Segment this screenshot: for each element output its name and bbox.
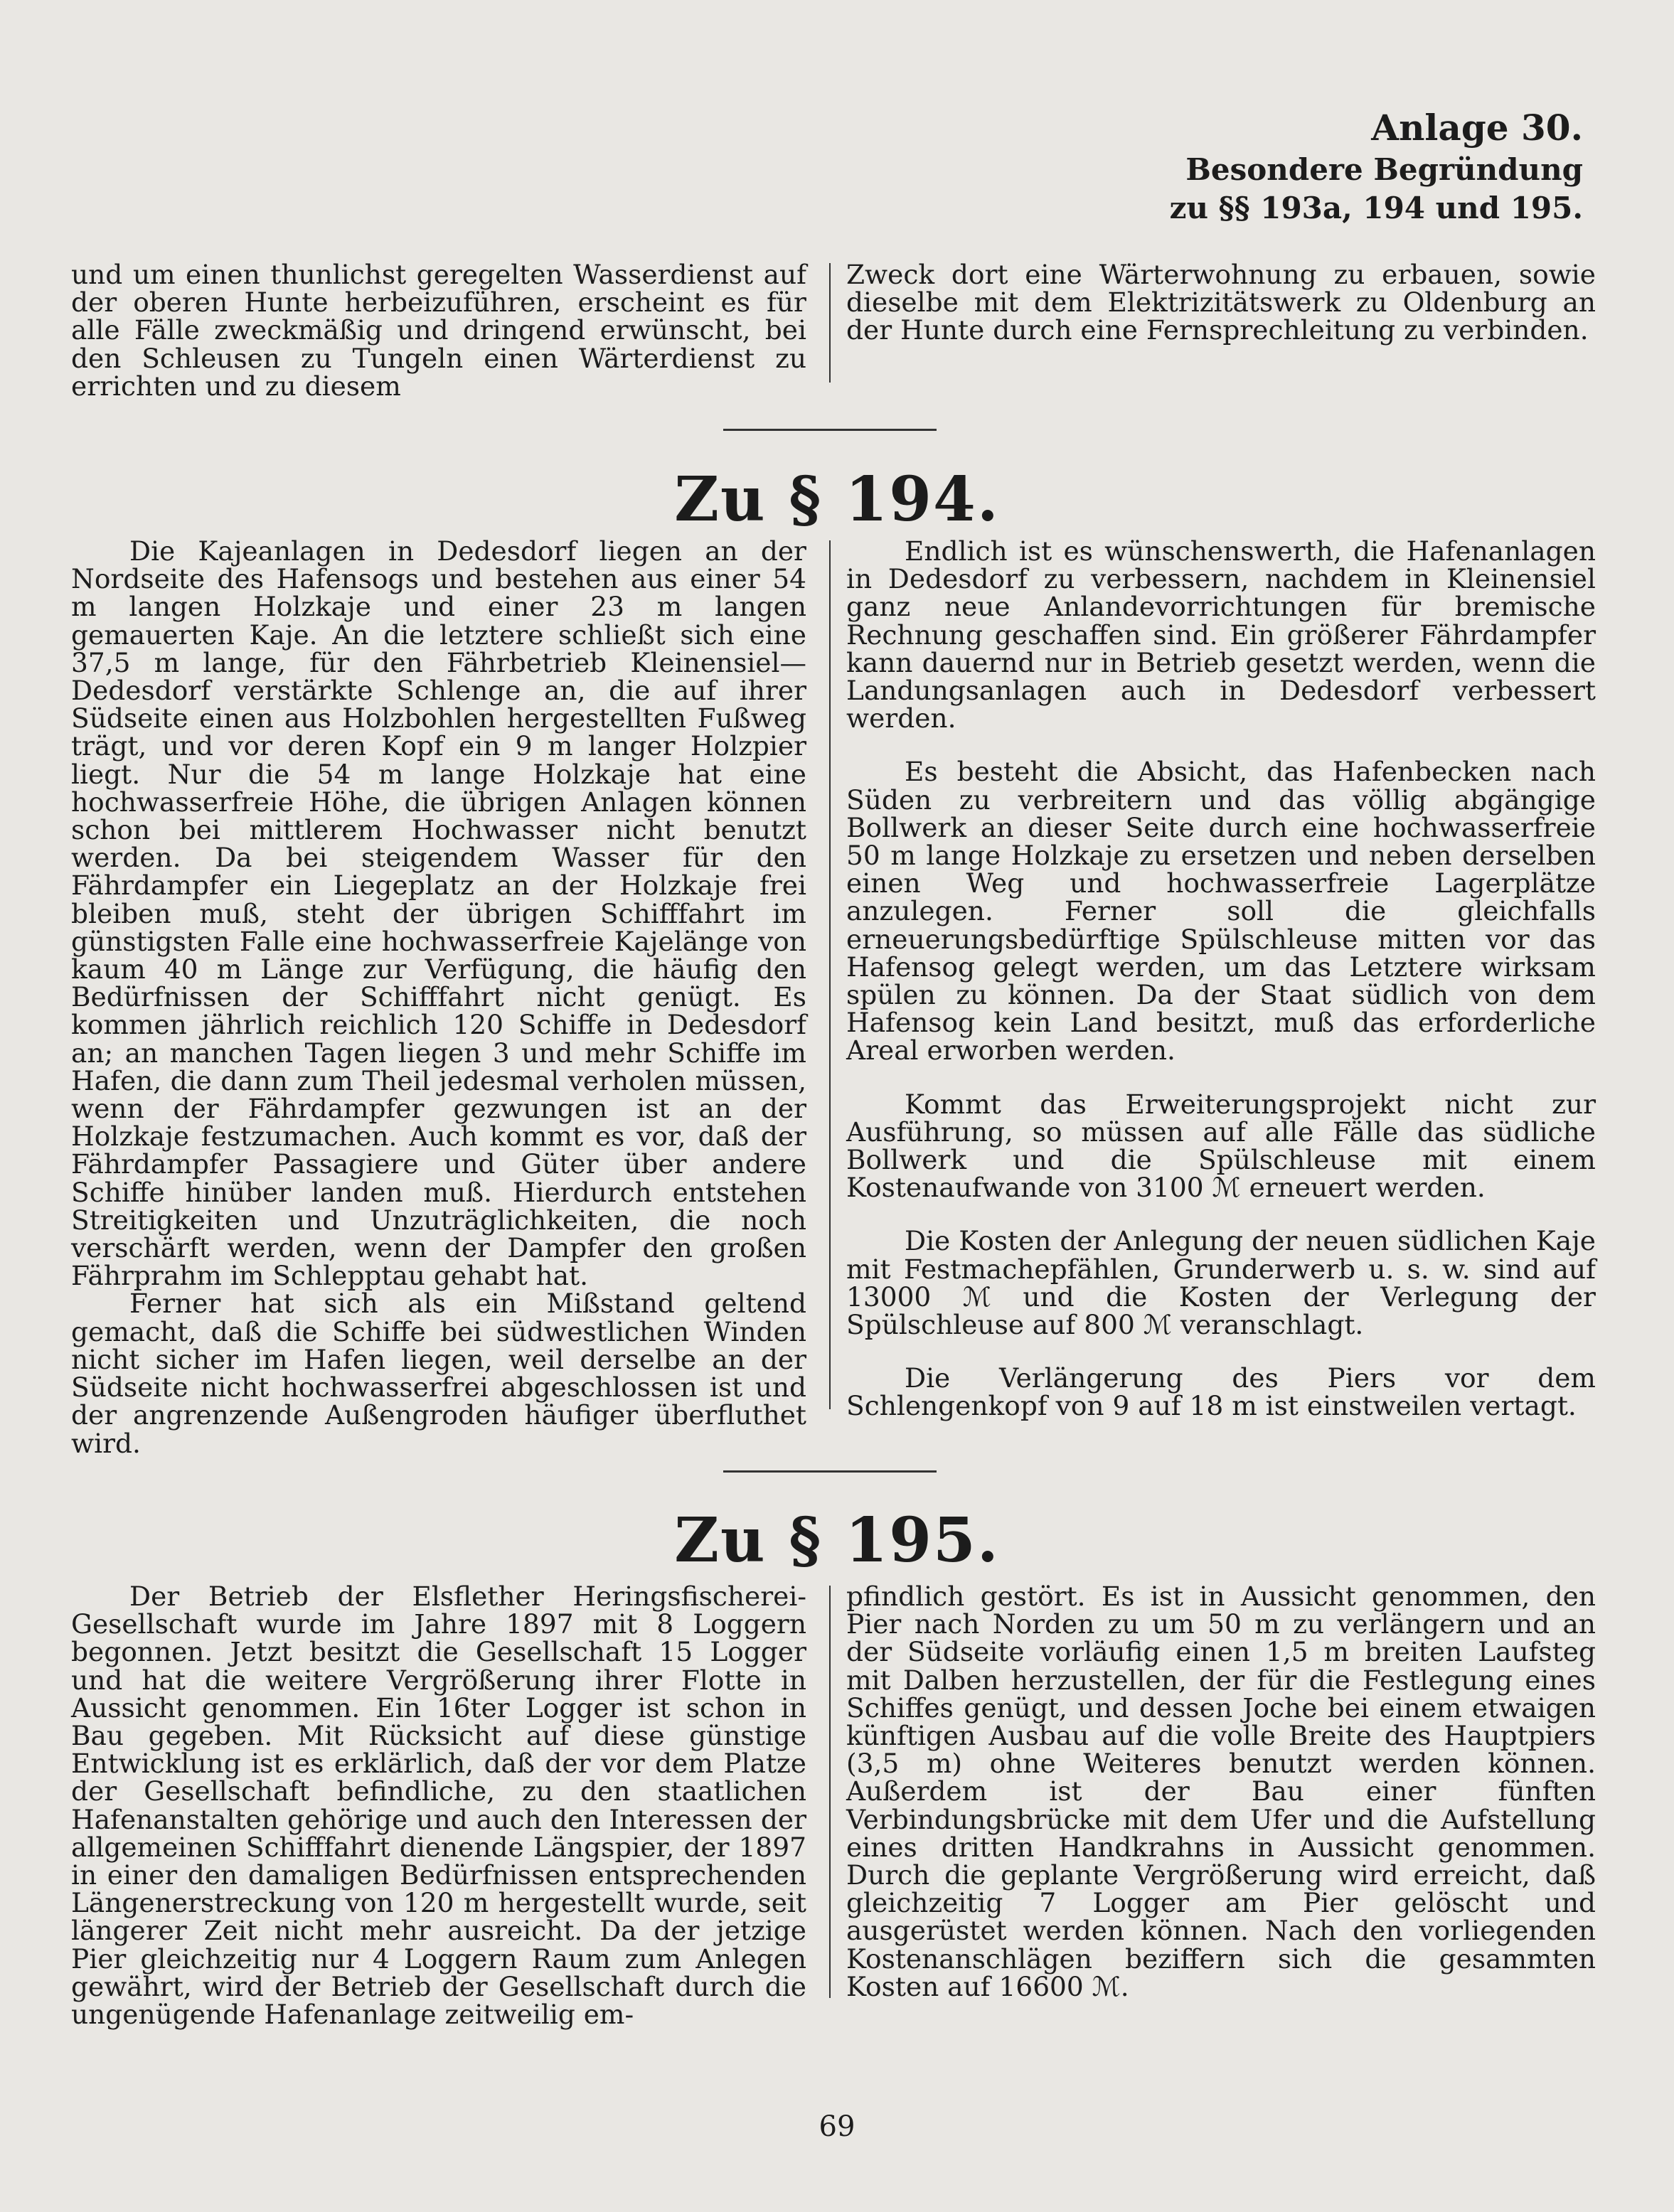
section-195-right-paragraph: pfindlich gestört. Es ist in Aussicht genommen, den Pier nach Norden zu um 50 m zu verlängern und an der Südseite vorläufig einen 1,5 m breiten Laufsteg mit Dalben herzustellen, der für die Festlegung eines Schiffes genügt, und dessen Joche bei einem etwaigen künftigen Ausbau auf die volle Breite des Hauptpiers (3,5 m) ohne Weiteres benutzt werden können. Außerdem ist der Bau einer fünften Verbindungsbrücke mit dem Ufer und die Aufstellung eines dritten Handkrahns in Aussicht genommen. Durch die geplante Vergrößerung wird erreicht, daß gleichzeitig 7 Logger am Pier gelöscht und ausgerüstet werden können. Nach den vorliegenden Kostenanschlägen beziffern sich die gesammten Kosten auf 16600 ℳ. — [846, 1581, 1596, 2002]
section-195-left-column — [71, 1583, 806, 2029]
intro-right-column — [846, 261, 1596, 345]
section-195-left-paragraph: Der Betrieb der Elsflether Heringsfischerei-Gesellschaft wurde im Jahre 1897 mit 8 Loggern begonnen. Jetzt besitzt die Gesellschaft 15 Logger und hat die weitere Vergrößerung ihrer Flotte in Aussicht genommen. Ein 16ter Logger ist schon in Bau gegeben. Mit Rücksicht auf diese günstige Entwicklung ist es erklärlich, daß der vor dem Platze der Gesellschaft befindliche, zu den staatlichen Hafenanstalten gehörige und auch den Interessen der allgemeinen Schifffahrt dienende Längspier, der 1897 in einer den damaligen Bedürfnissen entsprechenden Längenerstreckung von 120 m hergestellt wurde, seit längerer Zeit nicht mehr ausreicht. Da der jetzige Pier gleichzeitig nur 4 Loggern Raum zum Anlegen gewährt, wird der Betrieb der Gesellschaft durch die ungenügende Hafenanlage zeitweilig em- — [71, 1581, 806, 2031]
annex-title: Besondere Begründung — [1185, 152, 1583, 187]
section-194-right-paragraph: Kommt das Erweiterungsprojekt nicht zur Ausführung, so müssen auf alle Fälle das südliche Bollwerk und die Spülschleuse mit einem Kostenaufwande von 3100 ℳ erneuert werden. — [846, 1088, 1596, 1204]
annex-number: Anlage 30. — [1371, 107, 1583, 149]
annex-subtitle: zu §§ 193a, 194 und 195. — [1169, 190, 1583, 225]
section-195-heading: Zu § 195. — [674, 1505, 1000, 1576]
section-194-left-paragraph: Ferner hat sich als ein Mißstand geltend gemacht, daß die Schiffe bei südwestlichen Winden nicht sicher im Hafen liegen, weil derselbe an der Südseite nicht hochwasserfrei abgeschlossen ist und der angrenzende Außengroden häufiger überfluthet wird. — [71, 1288, 806, 1459]
section-194-right-paragraph: Endlich ist es wünschenswerth, die Hafenanlagen in Dedesdorf zu verbessern, nachdem in Kleinensiel ganz neue Anlandevorrichtungen für bremische Rechnung geschaffen sind. Ein größerer Fährdampfer kann dauernd nur in Betrieb gesetzt werden, wenn die Landungsanlagen auch in Dedesdorf verbessert werden. — [846, 535, 1596, 734]
annex-header — [1170, 105, 1583, 228]
section-194-right-paragraph: Es besteht die Absicht, das Hafenbecken nach Süden zu verbreitern und das völlig abgängige Bollwerk an dieser Seite durch eine hochwasserfreie 50 m lange Holzkaje zu ersetzen und neben derselben einen Weg und hochwasserfreie Lagerplätze anzulegen. Ferner soll die gleichfalls erneuerungsbedürftige Spülschleuse mitten vor das Hafensog gelegt werden, um das Letztere wirksam spülen zu können. Da der Staat südlich von dem Hafensog kein Land besitzt, muß das erforderliche Areal erworben werden. — [846, 756, 1596, 1067]
section-194-heading: Zu § 194. — [674, 464, 1000, 535]
intro-left-column — [71, 261, 806, 400]
section-194-left-column — [71, 535, 806, 1459]
section-194-left-paragraph: Die Kajeanlagen in Dedesdorf liegen an der Nordseite des Hafensogs und bestehen aus einer 54 m langen Holzkaje und einer 23 m langen gemauerten Kaje. An die letztere schließt sich eine 37,5 m lange, für den Fährbetrieb Kleinensiel—Dedesdorf verstärkte Schlenge an, die auf ihrer Südseite einen aus Holzbohlen hergestellten Fußweg trägt, und vor deren Kopf ein 9 m langer Holzpier liegt. Nur die 54 m lange Holzkaje hat eine hochwasserfreie Höhe, die übrigen Anlagen können schon bei mittlerem Hochwasser nicht benutzt werden. Da bei steigendem Wasser für den Fährdampfer ein Liegeplatz an der Holzkaje frei bleiben muß, steht der übrigen Schifffahrt im günstigsten Falle eine hochwasserfreie Kajelänge von kaum 40 m Länge zur Verfügung, die häufig den Bedürfnissen der Schifffahrt nicht genügt. Es kommen jährlich reichlich 120 Schiffe in Dedesdorf an; an manchen Tagen liegen 3 und mehr Schiffe im Hafen, die dann zum Theil jedesmal verholen müssen, wenn der Fährdampfer gezwungen ist an der Holzkaje festzumachen. Auch kommt es vor, daß der Fährdampfer Passagiere und Güter über andere Schiffe hinüber landen muß. Hierdurch entstehen Streitigkeiten und Unzuträglichkeiten, die noch verschärft werden, wenn der Dampfer den großen Fährprahm im Schlepptau gehabt hat. — [71, 535, 806, 1292]
section-194-right-column — [846, 535, 1596, 1422]
section-194-column-divider — [829, 540, 831, 1409]
section-194-right-paragraph: Die Verlängerung des Piers vor dem Schlengenkopf von 9 auf 18 m ist einstweilen vertagt. — [846, 1362, 1596, 1422]
intro-column-divider — [829, 263, 831, 383]
section-195-right-column — [846, 1583, 1596, 2001]
intro-left-paragraph: und um einen thunlichst geregelten Wasserdienst auf der oberen Hunte herbeizuführen, erscheint es für alle Fälle zweckmäßig und dringend erwünscht, bei den Schleusen zu Tungeln einen Wärterdienst zu errichten und zu diesem — [71, 259, 806, 402]
section-194-right-paragraph: Die Kosten der Anlegung der neuen südlichen Kaje mit Festmachepfählen, Grunderwerb u. s. w. sind auf 13000 ℳ und die Kosten der Verlegung der Spülschleuse auf 800 ℳ veranschlagt. — [846, 1225, 1596, 1341]
page-number: 69 — [819, 2110, 855, 2143]
section-195-rule — [723, 1470, 937, 1473]
section-195-column-divider — [829, 1586, 831, 1998]
section-194-rule — [723, 429, 937, 431]
intro-right-paragraph: Zweck dort eine Wärterwohnung zu erbauen, sowie dieselbe mit dem Elektrizitätswerk zu Oldenburg an der Hunte durch eine Fernsprechleitung zu verbinden. — [846, 259, 1596, 346]
